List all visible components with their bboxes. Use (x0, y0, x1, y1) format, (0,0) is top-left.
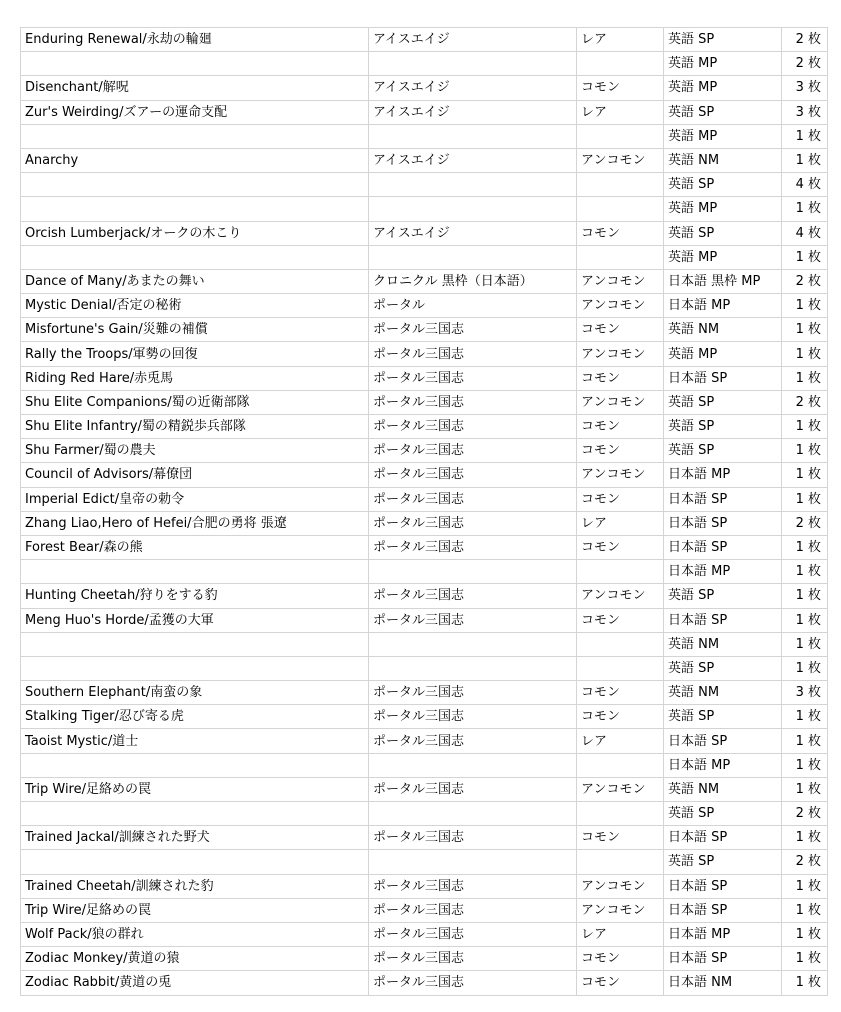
language-condition-cell: 日本語 SP (664, 535, 782, 559)
card-name-cell: Zur's Weirding/ズアーの運命支配 (21, 100, 369, 124)
table-row (21, 802, 828, 826)
table-row (21, 294, 828, 318)
rarity-cell: コモン (577, 826, 664, 850)
table-row (21, 898, 828, 922)
language-condition-cell: 英語 SP (664, 584, 782, 608)
language-condition-cell: 英語 NM (664, 632, 782, 656)
card-name-cell: Trip Wire/足絡めの罠 (21, 777, 369, 801)
language-condition-cell: 英語 SP (664, 802, 782, 826)
quantity-cell: 1 枚 (782, 366, 828, 390)
rarity-cell (577, 632, 664, 656)
language-condition-cell: 日本語 MP (664, 463, 782, 487)
language-condition-cell: 英語 MP (664, 245, 782, 269)
card-name-cell: Zodiac Monkey/黄道の猿 (21, 947, 369, 971)
language-condition-cell: 日本語 SP (664, 898, 782, 922)
quantity-cell: 1 枚 (782, 294, 828, 318)
rarity-cell: アンコモン (577, 463, 664, 487)
table-row (21, 487, 828, 511)
language-condition-cell: 日本語 MP (664, 922, 782, 946)
table-row (21, 197, 828, 221)
rarity-cell (577, 124, 664, 148)
set-name-cell: ポータル三国志 (369, 705, 577, 729)
rarity-cell: コモン (577, 947, 664, 971)
set-name-cell: ポータル三国志 (369, 584, 577, 608)
card-name-cell: Imperial Edict/皇帝の勅令 (21, 487, 369, 511)
set-name-cell (369, 632, 577, 656)
table-row (21, 28, 828, 52)
card-name-cell (21, 560, 369, 584)
set-name-cell (369, 802, 577, 826)
set-name-cell (369, 656, 577, 680)
table-row (21, 777, 828, 801)
table-row (21, 269, 828, 293)
quantity-cell: 2 枚 (782, 390, 828, 414)
card-name-cell: Taoist Mystic/道士 (21, 729, 369, 753)
set-name-cell: ポータル三国志 (369, 511, 577, 535)
table-row (21, 124, 828, 148)
language-condition-cell: 英語 SP (664, 656, 782, 680)
quantity-cell: 1 枚 (782, 947, 828, 971)
card-name-cell: Trained Jackal/訓練された野犬 (21, 826, 369, 850)
set-name-cell: ポータル三国志 (369, 777, 577, 801)
quantity-cell: 2 枚 (782, 802, 828, 826)
table-row (21, 463, 828, 487)
language-condition-cell: 英語 MP (664, 124, 782, 148)
quantity-cell: 1 枚 (782, 705, 828, 729)
card-name-cell: Shu Farmer/蜀の農夫 (21, 439, 369, 463)
table-row (21, 681, 828, 705)
table-row (21, 560, 828, 584)
language-condition-cell: 英語 SP (664, 173, 782, 197)
rarity-cell: コモン (577, 487, 664, 511)
quantity-cell: 1 枚 (782, 535, 828, 559)
rarity-cell (577, 802, 664, 826)
rarity-cell: レア (577, 100, 664, 124)
set-name-cell: ポータル (369, 294, 577, 318)
table-row (21, 52, 828, 76)
table-row (21, 76, 828, 100)
rarity-cell: コモン (577, 608, 664, 632)
card-name-cell (21, 802, 369, 826)
language-condition-cell: 日本語 MP (664, 753, 782, 777)
card-name-cell: Forest Bear/森の熊 (21, 535, 369, 559)
quantity-cell: 1 枚 (782, 632, 828, 656)
card-name-cell: Anarchy (21, 148, 369, 172)
set-name-cell: ポータル三国志 (369, 971, 577, 995)
table-row (21, 390, 828, 414)
quantity-cell: 3 枚 (782, 681, 828, 705)
quantity-cell: 1 枚 (782, 753, 828, 777)
set-name-cell: アイスエイジ (369, 148, 577, 172)
table-row (21, 608, 828, 632)
card-name-cell: Southern Elephant/南蛮の象 (21, 681, 369, 705)
quantity-cell: 1 枚 (782, 560, 828, 584)
table-row (21, 535, 828, 559)
quantity-cell: 2 枚 (782, 28, 828, 52)
card-inventory-table (20, 27, 828, 996)
card-name-cell: Trip Wire/足絡めの罠 (21, 898, 369, 922)
rarity-cell (577, 656, 664, 680)
table-row (21, 850, 828, 874)
language-condition-cell: 英語 SP (664, 705, 782, 729)
language-condition-cell: 英語 MP (664, 52, 782, 76)
table-row (21, 439, 828, 463)
set-name-cell: ポータル三国志 (369, 415, 577, 439)
card-name-cell: Riding Red Hare/赤兎馬 (21, 366, 369, 390)
set-name-cell: ポータル三国志 (369, 826, 577, 850)
quantity-cell: 4 枚 (782, 173, 828, 197)
card-name-cell (21, 124, 369, 148)
card-name-cell (21, 245, 369, 269)
language-condition-cell: 日本語 MP (664, 294, 782, 318)
table-row (21, 922, 828, 946)
rarity-cell: コモン (577, 221, 664, 245)
language-condition-cell: 英語 SP (664, 850, 782, 874)
language-condition-cell: 英語 MP (664, 76, 782, 100)
quantity-cell: 2 枚 (782, 52, 828, 76)
quantity-cell: 2 枚 (782, 269, 828, 293)
language-condition-cell: 英語 NM (664, 318, 782, 342)
rarity-cell (577, 52, 664, 76)
card-name-cell: Meng Huo's Horde/孟獲の大軍 (21, 608, 369, 632)
rarity-cell: アンコモン (577, 777, 664, 801)
quantity-cell: 1 枚 (782, 487, 828, 511)
quantity-cell: 1 枚 (782, 777, 828, 801)
set-name-cell: ポータル三国志 (369, 366, 577, 390)
table-row (21, 753, 828, 777)
set-name-cell (369, 560, 577, 584)
language-condition-cell: 日本語 SP (664, 511, 782, 535)
set-name-cell: ポータル三国志 (369, 922, 577, 946)
table-row (21, 100, 828, 124)
set-name-cell: ポータル三国志 (369, 535, 577, 559)
table-row (21, 511, 828, 535)
card-name-cell (21, 850, 369, 874)
quantity-cell: 1 枚 (782, 971, 828, 995)
card-name-cell: Hunting Cheetah/狩りをする豹 (21, 584, 369, 608)
rarity-cell: レア (577, 922, 664, 946)
rarity-cell: コモン (577, 366, 664, 390)
set-name-cell: ポータル三国志 (369, 439, 577, 463)
set-name-cell (369, 197, 577, 221)
card-name-cell: Disenchant/解呪 (21, 76, 369, 100)
set-name-cell: ポータル三国志 (369, 898, 577, 922)
set-name-cell: ポータル三国志 (369, 947, 577, 971)
card-name-cell: Shu Elite Infantry/蜀の精鋭歩兵部隊 (21, 415, 369, 439)
rarity-cell: コモン (577, 705, 664, 729)
table-row (21, 148, 828, 172)
quantity-cell: 1 枚 (782, 656, 828, 680)
rarity-cell: アンコモン (577, 874, 664, 898)
rarity-cell (577, 850, 664, 874)
quantity-cell: 3 枚 (782, 100, 828, 124)
card-name-cell: Rally the Troops/軍勢の回復 (21, 342, 369, 366)
card-name-cell: Council of Advisors/幕僚団 (21, 463, 369, 487)
table-row (21, 947, 828, 971)
table-body (21, 28, 828, 996)
set-name-cell (369, 173, 577, 197)
set-name-cell: ポータル三国志 (369, 729, 577, 753)
card-name-cell (21, 632, 369, 656)
quantity-cell: 1 枚 (782, 124, 828, 148)
set-name-cell: アイスエイジ (369, 76, 577, 100)
set-name-cell: ポータル三国志 (369, 608, 577, 632)
set-name-cell (369, 753, 577, 777)
quantity-cell: 1 枚 (782, 826, 828, 850)
language-condition-cell: 英語 MP (664, 342, 782, 366)
language-condition-cell: 英語 SP (664, 439, 782, 463)
set-name-cell: ポータル三国志 (369, 681, 577, 705)
rarity-cell (577, 560, 664, 584)
quantity-cell: 1 枚 (782, 874, 828, 898)
rarity-cell (577, 173, 664, 197)
card-name-cell (21, 197, 369, 221)
card-name-cell: Stalking Tiger/忍び寄る虎 (21, 705, 369, 729)
card-name-cell: Misfortune's Gain/災難の補償 (21, 318, 369, 342)
rarity-cell: アンコモン (577, 898, 664, 922)
language-condition-cell: 日本語 SP (664, 947, 782, 971)
table-row (21, 656, 828, 680)
rarity-cell: コモン (577, 535, 664, 559)
quantity-cell: 1 枚 (782, 463, 828, 487)
table-row (21, 705, 828, 729)
table-row (21, 415, 828, 439)
set-name-cell: ポータル三国志 (369, 487, 577, 511)
rarity-cell: コモン (577, 76, 664, 100)
rarity-cell: レア (577, 511, 664, 535)
quantity-cell: 1 枚 (782, 898, 828, 922)
rarity-cell (577, 245, 664, 269)
table-row (21, 173, 828, 197)
card-name-cell (21, 656, 369, 680)
rarity-cell: アンコモン (577, 269, 664, 293)
quantity-cell: 1 枚 (782, 584, 828, 608)
card-name-cell (21, 753, 369, 777)
rarity-cell: コモン (577, 971, 664, 995)
rarity-cell: アンコモン (577, 148, 664, 172)
table-row (21, 826, 828, 850)
language-condition-cell: 日本語 SP (664, 874, 782, 898)
language-condition-cell: 日本語 SP (664, 366, 782, 390)
set-name-cell: ポータル三国志 (369, 390, 577, 414)
set-name-cell (369, 850, 577, 874)
card-name-cell: Shu Elite Companions/蜀の近衛部隊 (21, 390, 369, 414)
language-condition-cell: 日本語 SP (664, 608, 782, 632)
language-condition-cell: 英語 SP (664, 221, 782, 245)
set-name-cell: アイスエイジ (369, 221, 577, 245)
table-row (21, 318, 828, 342)
card-name-cell: Zodiac Rabbit/黄道の兎 (21, 971, 369, 995)
card-name-cell: Trained Cheetah/訓練された豹 (21, 874, 369, 898)
language-condition-cell: 日本語 SP (664, 826, 782, 850)
set-name-cell (369, 245, 577, 269)
language-condition-cell: 英語 NM (664, 777, 782, 801)
card-name-cell: Mystic Denial/否定の秘術 (21, 294, 369, 318)
rarity-cell: アンコモン (577, 294, 664, 318)
card-name-cell: Wolf Pack/狼の群れ (21, 922, 369, 946)
quantity-cell: 1 枚 (782, 318, 828, 342)
set-name-cell: ポータル三国志 (369, 318, 577, 342)
quantity-cell: 1 枚 (782, 415, 828, 439)
quantity-cell: 1 枚 (782, 608, 828, 632)
language-condition-cell: 英語 SP (664, 28, 782, 52)
language-condition-cell: 英語 NM (664, 681, 782, 705)
set-name-cell (369, 124, 577, 148)
quantity-cell: 1 枚 (782, 245, 828, 269)
rarity-cell: アンコモン (577, 390, 664, 414)
quantity-cell: 1 枚 (782, 922, 828, 946)
language-condition-cell: 英語 NM (664, 148, 782, 172)
rarity-cell: コモン (577, 415, 664, 439)
table-row (21, 366, 828, 390)
language-condition-cell: 日本語 SP (664, 487, 782, 511)
rarity-cell: アンコモン (577, 584, 664, 608)
rarity-cell: レア (577, 729, 664, 753)
language-condition-cell: 日本語 黒枠 MP (664, 269, 782, 293)
set-name-cell: アイスエイジ (369, 28, 577, 52)
language-condition-cell: 日本語 NM (664, 971, 782, 995)
rarity-cell: コモン (577, 439, 664, 463)
rarity-cell: アンコモン (577, 342, 664, 366)
set-name-cell: クロニクル 黒枠（日本語） (369, 269, 577, 293)
quantity-cell: 1 枚 (782, 148, 828, 172)
language-condition-cell: 日本語 SP (664, 729, 782, 753)
table-row (21, 632, 828, 656)
set-name-cell: アイスエイジ (369, 100, 577, 124)
set-name-cell: ポータル三国志 (369, 463, 577, 487)
card-name-cell (21, 52, 369, 76)
card-name-cell: Dance of Many/あまたの舞い (21, 269, 369, 293)
table-row (21, 729, 828, 753)
table-row (21, 342, 828, 366)
set-name-cell (369, 52, 577, 76)
set-name-cell: ポータル三国志 (369, 342, 577, 366)
set-name-cell: ポータル三国志 (369, 874, 577, 898)
table-row (21, 245, 828, 269)
card-name-cell (21, 173, 369, 197)
language-condition-cell: 英語 SP (664, 100, 782, 124)
rarity-cell (577, 197, 664, 221)
rarity-cell (577, 753, 664, 777)
card-name-cell: Enduring Renewal/永劫の輪廻 (21, 28, 369, 52)
language-condition-cell: 英語 SP (664, 390, 782, 414)
table-row (21, 584, 828, 608)
quantity-cell: 1 枚 (782, 342, 828, 366)
card-name-cell: Zhang Liao,Hero of Hefei/合肥の勇将 張遼 (21, 511, 369, 535)
quantity-cell: 2 枚 (782, 850, 828, 874)
table-row (21, 971, 828, 995)
quantity-cell: 2 枚 (782, 511, 828, 535)
language-condition-cell: 英語 SP (664, 415, 782, 439)
language-condition-cell: 英語 MP (664, 197, 782, 221)
rarity-cell: コモン (577, 318, 664, 342)
rarity-cell: レア (577, 28, 664, 52)
quantity-cell: 4 枚 (782, 221, 828, 245)
quantity-cell: 1 枚 (782, 439, 828, 463)
quantity-cell: 1 枚 (782, 729, 828, 753)
card-name-cell: Orcish Lumberjack/オークの木こり (21, 221, 369, 245)
quantity-cell: 3 枚 (782, 76, 828, 100)
quantity-cell: 1 枚 (782, 197, 828, 221)
table-row (21, 874, 828, 898)
table-row (21, 221, 828, 245)
language-condition-cell: 日本語 MP (664, 560, 782, 584)
rarity-cell: コモン (577, 681, 664, 705)
